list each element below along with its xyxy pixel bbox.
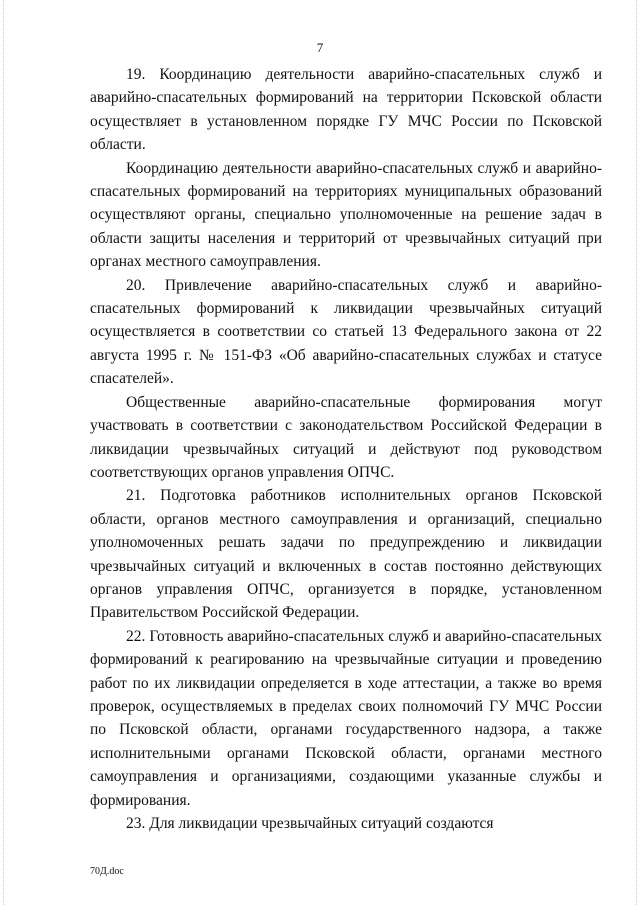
paragraph-19: 19. Координацию деятельности аварийно-спасательных служб и аварийно-спасательных формирований на территории Псковской области осуществляет в установленном порядке ГУ МЧС России по Псковской области. — [90, 66, 602, 154]
left-scan-edge — [3, 0, 4, 905]
right-scan-edge — [636, 0, 637, 905]
document-body — [90, 63, 602, 835]
paragraph-19-coordination-municipal: Координацию деятельности аварийно-спасательных служб и аварийно-спасательных формирований на территориях муниципальных образований осуществляют органы, специально уполномоченные на решение задач в области защиты населения и территорий от чрезвычайных ситуаций при органах местного самоуправления. — [90, 159, 602, 271]
paragraph-21: 21. Подготовка работников исполнительных органов Псковской области, органов местного самоуправления и организаций, специально уполномоченных решать задачи по предупреждению и ликвидации чрезвычайных ситуаций и включенных в состав постоянно действующих органов управления ОПЧС, организуется в порядке, установленном Правительством Российской Федерации. — [90, 487, 602, 622]
page-number: 7 — [316, 40, 324, 55]
paragraph-22: 22. Готовность аварийно-спасательных служб и аварийно-спасательных формирований к реагированию на чрезвычайные ситуации и проведению работ по их ликвидации определяется в ходе аттестации, а также во время проверок, осуществляемых в пределах своих полномочий ГУ МЧС России по Псковской области, органами государственного надзора, а также исполнительными органами Псковской области, органами местного самоуправления и организациями, создающими указанные службы и формирования. — [90, 627, 602, 809]
paragraph-23: 23. Для ликвидации чрезвычайных ситуаций создаются — [126, 815, 494, 832]
paragraph-20-public-formations: Общественные аварийно-спасательные формирования могут участвовать в соответствии с законодательством Российской Федерации в ликвидации чрезвычайных ситуаций и действуют под руководством соответствующих органов управления ОПЧС. — [90, 393, 602, 481]
file-name-footer: 70Д.doc — [90, 866, 124, 877]
paragraph-20: 20. Привлечение аварийно-спасательных служб и аварийно-спасательных формирований к ликвидации чрезвычайных ситуаций осуществляется в соответствии со статьей 13 Федерального закона от 22 августа 1995 г. № 151-ФЗ «Об аварийно-спасательных службах и статусе спасателей». — [90, 276, 602, 388]
